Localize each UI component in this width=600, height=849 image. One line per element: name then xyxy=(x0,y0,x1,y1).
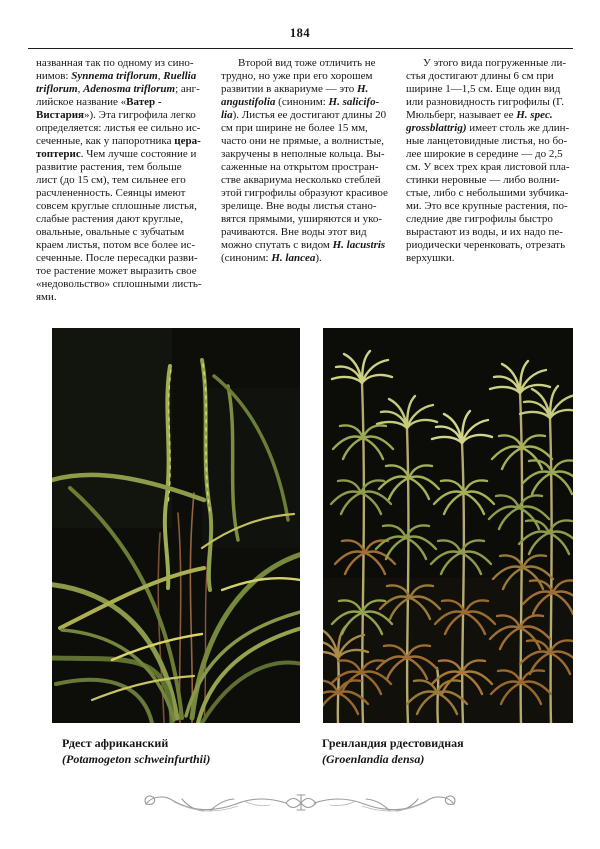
text-line: ями. xyxy=(36,291,57,303)
text-line: лийское название «Ватер - xyxy=(36,96,162,108)
page-number: 184 xyxy=(289,26,311,40)
caption-groenlandia xyxy=(322,735,464,767)
caption-latin-name: (Groenlandia densa) xyxy=(322,752,425,766)
text-line: развитие растения, тем больше xyxy=(36,161,182,173)
potamogeton-plant-illustration xyxy=(52,328,300,723)
caption-russian-name: Гренландия рдестовидная xyxy=(322,736,464,750)
caption-russian-name: Рдест африканский xyxy=(62,736,169,750)
text-line: см. У всех трех края листовой пла- xyxy=(406,161,570,173)
text-line: саженные на открытом простран- xyxy=(221,161,379,173)
text-line: сеченные, как у папоротника цера- xyxy=(36,135,201,147)
text-line: следние две гигрофилы быстро xyxy=(406,213,553,225)
text-line: вырастают из воды, и их надо пе- xyxy=(406,226,563,238)
text-line: Вистария»). Эта гигрофила легко xyxy=(36,109,196,121)
groenlandia-plant-illustration xyxy=(323,328,573,723)
photo-groenlandia xyxy=(323,328,573,723)
text-line: совсем круглые сплошные листья, xyxy=(36,200,197,212)
text-line: Мюльберг, называет ее H. spec. xyxy=(406,109,553,121)
text-line: «недовольство» сплошными листь- xyxy=(36,278,202,290)
text-line: ширине 1—1,5 см. Еще один вид xyxy=(406,83,561,95)
text-line: тое растение может выразить свое xyxy=(36,265,197,277)
caption-latin-name: (Potamogeton schweinfurthii) xyxy=(62,752,211,766)
text-line: рачиваются. Вне воды этот вид xyxy=(221,226,367,238)
text-line: трудно, но уже при его хорошем xyxy=(221,70,373,82)
photo-potamogeton xyxy=(52,328,300,723)
text-line: (синоним: H. lancea). xyxy=(221,252,322,264)
text-line: риодически черенковать, отрезать xyxy=(406,239,566,251)
text-line: стинки неровные — либо волни- xyxy=(406,174,560,186)
text-line: можно спутать с видом H. lacustris xyxy=(221,239,386,251)
text-line: определяется: листья ее сильно ис- xyxy=(36,122,201,134)
text-line: нимов: Synnema triflorum, Ruellia xyxy=(36,70,197,82)
text-line: названная так по одному из сино- xyxy=(36,57,194,69)
text-line: grossblattrig) имеет столь же длин- xyxy=(406,122,570,134)
text-line: лее широкие в середине — до 2,5 xyxy=(406,148,563,160)
text-line: стые, либо с небольшими зубчика- xyxy=(406,187,569,199)
text-line: стве аквариума несколько стеблей xyxy=(221,174,381,186)
text-line: развитии в аквариуме — это H. xyxy=(221,83,369,95)
text-line: вятся прямыми, уширяются и уко- xyxy=(221,213,383,225)
text-line: triflorum, Adenosma triflorum; анг- xyxy=(36,83,200,95)
text-line: овальные, овальные с зубчатым xyxy=(36,226,185,238)
text-line: краем листья, потом все более ис- xyxy=(36,239,196,251)
text-line: см при ширине не более 15 мм, xyxy=(221,122,368,134)
text-line: лист (до 15 см), тем сильнее его xyxy=(36,174,186,186)
text-line: angustifolia (синоним: H. salicifo- xyxy=(221,96,380,108)
header-rule xyxy=(28,48,573,49)
text-line: расчлененность. Сеянцы имеют xyxy=(36,187,186,199)
text-columns xyxy=(36,57,574,304)
text-line: слабые растения дают круглые, xyxy=(36,213,184,225)
text-line: или разновидность гигрофилы (Г. xyxy=(406,96,565,108)
text-line: верхушки. xyxy=(406,252,455,264)
text-line: ми. Это все крупные растения, по- xyxy=(406,200,568,212)
text-line: топтерис. Чем лучше состояние и xyxy=(36,148,197,160)
text-column-1 xyxy=(36,57,203,304)
ornament-divider xyxy=(140,789,460,816)
text-column-2 xyxy=(221,57,388,304)
caption-potamogeton xyxy=(62,735,210,767)
text-line: lia). Листья ее достигают длины 20 xyxy=(221,109,387,121)
text-line: закручены в неполные кольца. Вы- xyxy=(221,148,385,160)
text-column-3 xyxy=(406,57,573,304)
text-line: сеченные. После пересадки разви- xyxy=(36,252,198,264)
text-line: этой гигрофилы образуют красивое xyxy=(221,187,388,199)
text-line: У этого вида погруженные ли- xyxy=(423,57,566,69)
text-line: зрелище. Вне воды листья стано- xyxy=(221,200,377,212)
text-line: Второй вид тоже отличить не xyxy=(238,57,376,69)
text-line: ные ланцетовидные листья, но бо- xyxy=(406,135,568,147)
text-line: стья достигают длины 6 см при xyxy=(406,70,554,82)
text-line: часто они не прямые, а волнистые, xyxy=(221,135,385,147)
flourish-icon xyxy=(140,789,460,816)
